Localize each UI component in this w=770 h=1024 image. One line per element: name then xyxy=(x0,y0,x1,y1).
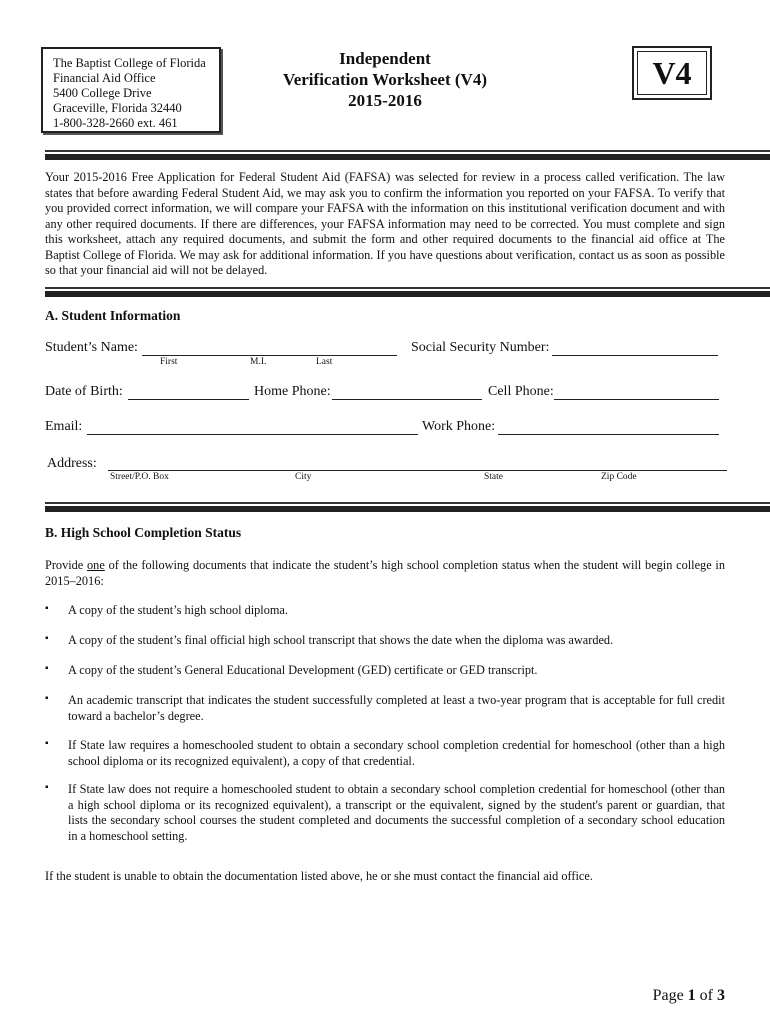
address-street-caption: Street/P.O. Box xyxy=(110,472,169,482)
student-name-field[interactable] xyxy=(142,355,397,356)
section-b-heading: B. High School Completion Status xyxy=(45,525,242,540)
cell-phone-label: Cell Phone: xyxy=(488,384,554,399)
address-zip-caption: Zip Code xyxy=(601,472,637,482)
name-last-caption: Last xyxy=(316,357,333,367)
provide-instructions: Provide one of the following documents that indicate the student’s high school completion status when the student will begin college in 2015–2016: xyxy=(45,558,725,588)
college-address-box xyxy=(41,47,221,133)
version-badge-label: V4 xyxy=(637,51,707,95)
section-divider xyxy=(45,502,770,512)
bullet-icon: ▪ xyxy=(45,693,49,704)
home-phone-label: Home Phone: xyxy=(254,384,331,399)
page-number: Page 1 of 3 xyxy=(652,987,725,1004)
section-a-heading: A. Student Information xyxy=(45,308,181,323)
section-divider xyxy=(45,150,770,160)
closing-note: If the student is unable to obtain the documentation listed above, he or she must contact the financial aid office. xyxy=(45,869,593,883)
dob-label: Date of Birth: xyxy=(45,384,123,399)
list-item: An academic transcript that indicates the student successfully completed at least a two-year program that is acceptable for full credit toward a bachelor’s degree. xyxy=(68,693,725,723)
home-phone-field[interactable] xyxy=(332,399,482,400)
list-item: A copy of the student’s final official high school transcript that shows the date when the diploma was awarded. xyxy=(68,633,614,647)
ssn-label: Social Security Number: xyxy=(411,340,550,355)
email-field[interactable] xyxy=(87,434,418,435)
address-state-caption: State xyxy=(484,472,503,482)
email-label: Email: xyxy=(45,419,83,434)
emphasis-one: one xyxy=(87,558,105,572)
address-line: Financial Aid Office xyxy=(53,71,156,85)
list-item: If State law requires a homeschooled student to obtain a secondary school completion credential for homeschool (other than a high school diploma or its recognized equivalent), a copy of that credential. xyxy=(68,738,725,768)
bullet-icon: ▪ xyxy=(45,633,49,644)
address-field[interactable] xyxy=(108,470,727,471)
address-line: Graceville, Florida 32440 xyxy=(53,101,182,115)
version-badge xyxy=(632,46,712,100)
address-label: Address: xyxy=(47,456,97,471)
student-name-label: Student’s Name: xyxy=(45,340,138,355)
list-item: If State law does not require a homeschooled student to obtain a secondary school completion credential for homeschool (other than a high school diploma or its recognized equivalent), a transcript or the equivalent, signed by the student's parent or guardian, that lists the secondary school courses the student completed and documents the successful completion of a secondary school education in a homeschool setting. xyxy=(68,782,725,843)
title-line: Independent xyxy=(339,49,431,68)
cell-phone-field[interactable] xyxy=(554,399,719,400)
name-first-caption: First xyxy=(160,357,178,367)
bullet-icon: ▪ xyxy=(45,782,49,793)
ssn-field[interactable] xyxy=(552,355,718,356)
address-line: 1-800-328-2660 ext. 461 xyxy=(53,116,178,130)
name-mi-caption: M.I. xyxy=(250,357,267,367)
bullet-icon: ▪ xyxy=(45,603,49,614)
list-item: A copy of the student’s high school diploma. xyxy=(68,603,288,617)
address-line: The Baptist College of Florida xyxy=(53,56,206,70)
work-phone-field[interactable] xyxy=(498,434,719,435)
title-year: 2015-2016 xyxy=(348,91,422,110)
work-phone-label: Work Phone: xyxy=(422,419,496,434)
worksheet-title xyxy=(270,48,500,111)
title-line: Verification Worksheet (V4) xyxy=(283,70,487,89)
address-line: 5400 College Drive xyxy=(53,86,152,100)
intro-paragraph: Your 2015-2016 Free Application for Federal Student Aid (FAFSA) was selected for review in a process called verification. The law states that before awarding Federal Student Aid, we may ask you to confirm the information you reported on your FAFSA. To verify that you provided correct information, we will compare your FAFSA with the information on this institutional verification document and with any other required documents. If there are differences, your FAFSA information may need to be corrected. You must complete and sign this worksheet, attach any required documents, and submit the form and other required documents to the financial aid office at The Baptist College of Florida. We may ask for additional information. If you have questions about verification, contact us as soon as possible so that your financial aid will not be delayed. xyxy=(45,170,725,277)
dob-field[interactable] xyxy=(128,399,249,400)
bullet-icon: ▪ xyxy=(45,738,49,749)
bullet-icon: ▪ xyxy=(45,663,49,674)
address-city-caption: City xyxy=(295,472,312,482)
list-item: A copy of the student’s General Educational Development (GED) certificate or GED transcript. xyxy=(68,663,538,677)
section-divider xyxy=(45,287,770,297)
